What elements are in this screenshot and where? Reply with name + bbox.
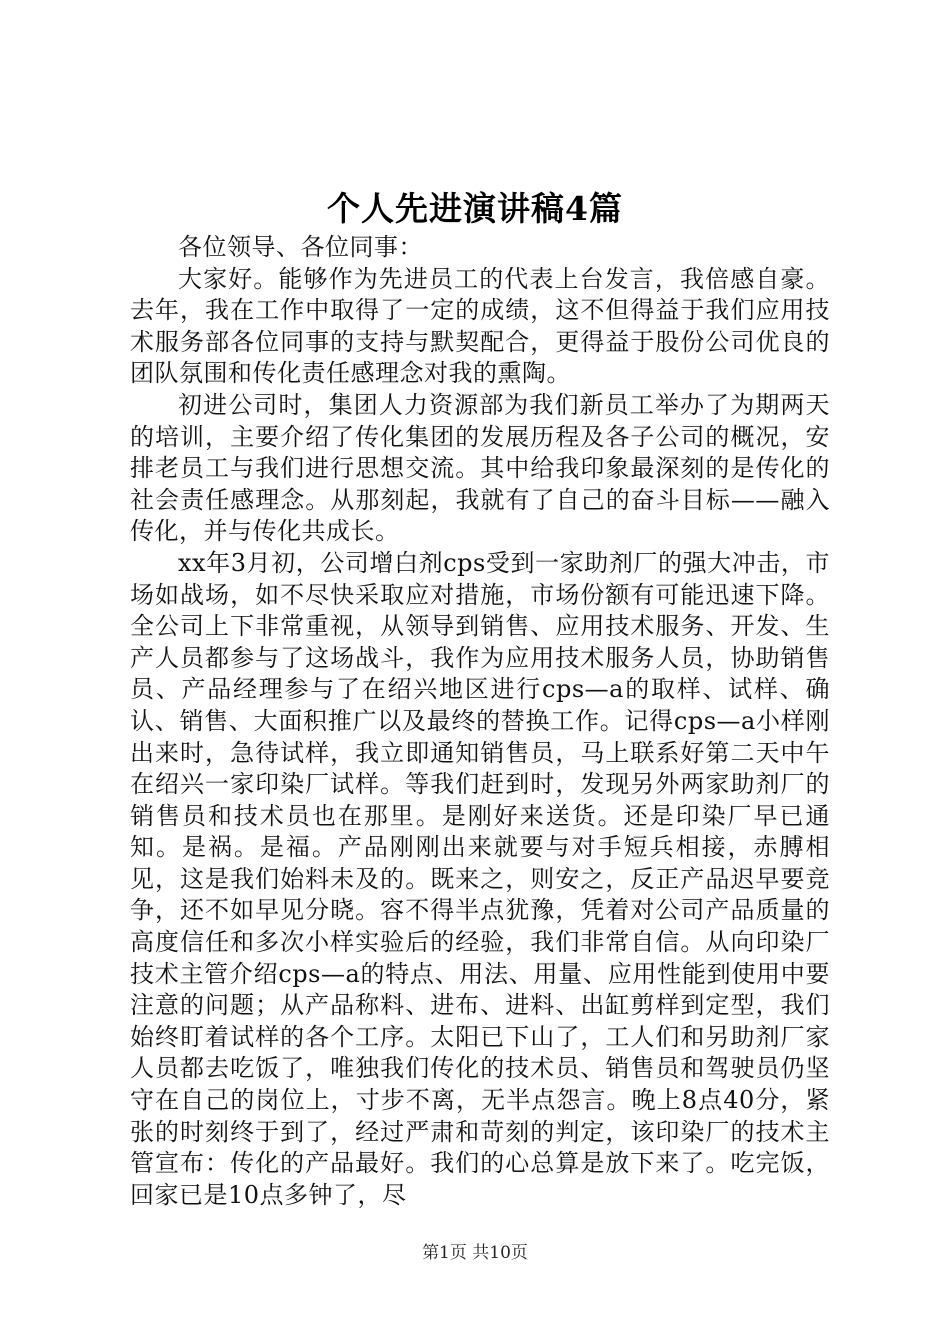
- body-paragraph: 初进公司时，集团人力资源部为我们新员工举办了为期两天的培训，主要介绍了传化集团的发展历程及各子公司的概况，安排老员工与我们进行思想交流。其中给我印象最深刻的是传化的社会责任感理念。从那刻起，我就有了自己的奋斗目标——融入传化，并与传化共成长。: [130, 390, 830, 546]
- page-number-text: 第1页 共10页: [422, 1243, 528, 1263]
- body-paragraph: 大家好。能够作为先进员工的代表上台发言，我倍感自豪。去年，我在工作中取得了一定的成绩，这不但得益于我们应用技术服务部各位同事的支持与默契配合，更得益于股份公司优良的团队氛围和传化责任感理念对我的熏陶。: [130, 264, 830, 388]
- body-paragraph: xx年3月初，公司增白剂cps受到一家助剂厂的强大冲击，市场如战场，如不尽快采取应对措施，市场份额有可能迅速下降。全公司上下非常重视，从领导到销售、应用技术服务、开发、生产人员都参与了这场战斗，我作为应用技术服务人员，协助销售员、产品经理参与了在绍兴地区进行cps—a的取样、试样、确认、销售、大面积推广以及最终的替换工作。记得cps—a小样刚出来时，急待试样，我立即通知销售员，马上联系好第二天中午在绍兴一家印染厂试样。等我们赶到时，发现另外两家助剂厂的销售员和技术员也在那里。是刚好来送货。还是印染厂早已通知。是祸。是福。产品刚刚出来就要与对手短兵相接，赤膊相见，这是我们始料未及的。既来之，则安之，反正产品迟早要竞争，还不如早见分晓。容不得半点犹豫，凭着对公司产品质量的高度信任和多次小样实验后的经验，我们非常自信。从向印染厂技术主管介绍cps—a的特点、用法、用量、应用性能到使用中要注意的问题；从产品称料、进布、进料、出缸剪样到定型，我们始终盯着试样的各个工序。太阳已下山了，工人们和另助剂厂家人员都去吃饭了，唯独我们传化的技术员、销售员和驾驶员仍坚守在自己的岗位上，寸步不离，无半点怨言。晚上8点40分，紧张的时刻终于到了，经过严肃和苛刻的判定，该印染厂的技术主管宣布：传化的产品最好。我们的心总算是放下来了。吃完饭，回家已是10点多钟了，尽: [130, 548, 830, 1209]
- document-title: 个人先进演讲稿4篇: [327, 189, 623, 228]
- salutation-paragraph: 各位领导、各位同事：: [178, 233, 423, 261]
- page-footer: [0, 1240, 950, 1266]
- document-body: [130, 232, 830, 1211]
